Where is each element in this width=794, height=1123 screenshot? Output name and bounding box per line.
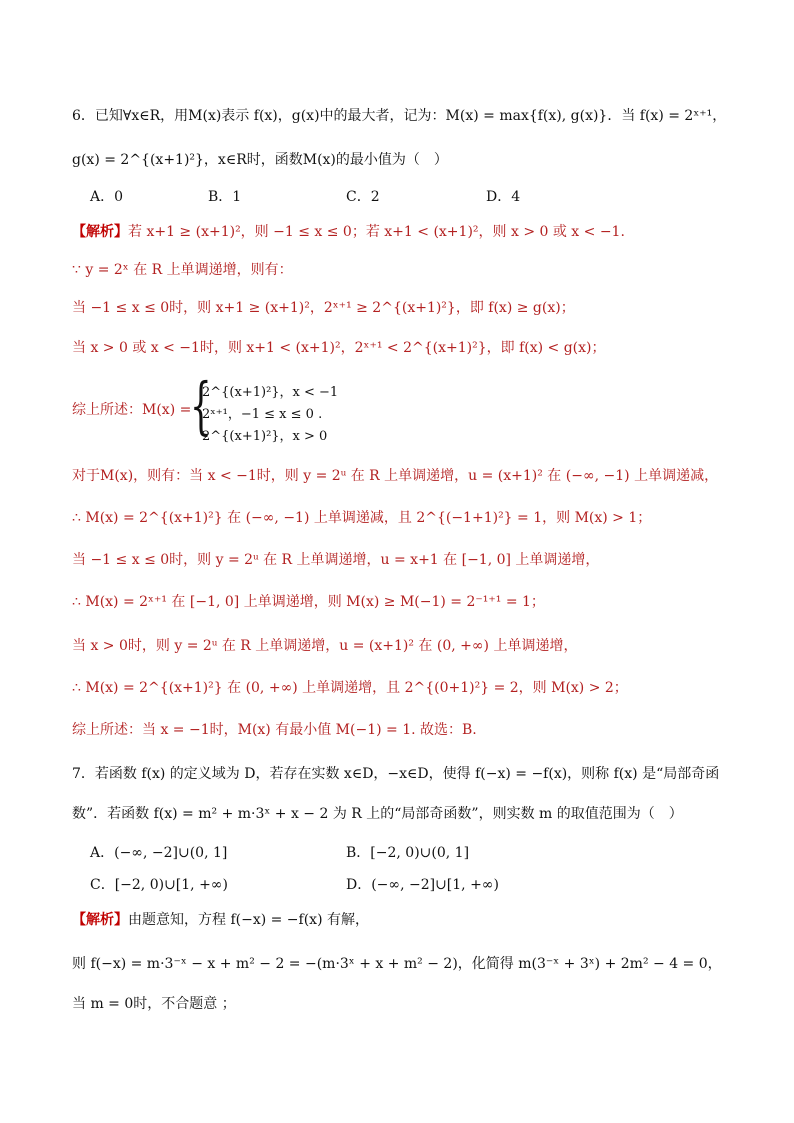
q6-therefore2-line: ∴ M(x) = 2ˣ⁺¹ 在 [−1, 0] 上单调递增，则 M(x) ≥ M(−1) = 2⁻¹⁺¹ = 1； [72, 594, 545, 610]
q6-summary-label: 综上所述：M(x) = [72, 402, 192, 418]
q6-option-c: C．2 [346, 189, 380, 205]
q6-conclusion-line: 综上所述：当 x = −1时，M(x) 有最小值 M(−1) = 1. 故选：B. [72, 722, 477, 738]
q6-since-line: ∵ y = 2ˣ 在 R 上单调递增，则有： [72, 262, 293, 278]
piecewise-brace: { [190, 369, 212, 442]
q7-stem-line1: 7．若函数 f(x) 的定义域为 D，若存在实数 x∈D，−x∈D，使得 f(−x) = −f(x)，则称 f(x) 是“局部奇函 [72, 766, 720, 782]
q6-piecewise-case-2: 2ˣ⁺¹，−1 ≤ x ≤ 0 . [202, 407, 323, 422]
q6-case1-line: 当 −1 ≤ x ≤ 0时，则 x+1 ≥ (x+1)²，2ˣ⁺¹ ≥ 2^{(x+1)²}，即 f(x) ≥ g(x)； [72, 300, 575, 316]
q7-analysis-line1 [72, 910, 369, 930]
q6-option-b: B．1 [208, 189, 242, 205]
q7-option-a: A．(−∞, −2]∪(0, 1] [90, 845, 228, 861]
q6-therefore3-line: ∴ M(x) = 2^{(x+1)²} 在 (0, +∞) 上单调递增，且 2^{(0+1)²} = 2，则 M(x) > 2； [72, 680, 628, 696]
q6-analysis-line1 [72, 222, 625, 242]
q6-stem-line2: g(x) = 2^{(x+1)²}，x∈R时，函数M(x)的最小值为（ ） [72, 152, 448, 168]
q7-option-c: C．[−2, 0)∪[1, +∞) [90, 877, 228, 893]
q6-analysis-text: 若 x+1 ≥ (x+1)²，则 −1 ≤ x ≤ 0；若 x+1 < (x+1)²，则 x > 0 或 x < −1. [128, 224, 625, 240]
q7-then-line: 则 f(−x) = m·3⁻ˣ − x + m² − 2 = −(m·3ˣ + x + m² − 2)，化简得 m(3⁻ˣ + 3ˣ) + 2m² − 4 = 0， [72, 956, 722, 972]
q6-piecewise-case-1: 2^{(x+1)²}，x < −1 [202, 385, 339, 400]
q7-analysis-tag: 【解析】 [72, 912, 128, 928]
q7-m0-line: 当 m = 0时，不合题意 ； [72, 996, 236, 1012]
q7-option-d: D．(−∞, −2]∪[1, +∞) [346, 877, 499, 893]
q7-analysis-text: 由题意知，方程 f(−x) = −f(x) 有解， [128, 912, 369, 928]
q6-option-a: A．0 [90, 189, 124, 205]
q6-therefore1-line: ∴ M(x) = 2^{(x+1)²} 在 (−∞, −1) 上单调递减，且 2^{(−1+1)²} = 1，则 M(x) > 1； [72, 510, 652, 526]
q6-analysis-tag: 【解析】 [72, 224, 128, 240]
q7-option-b: B．[−2, 0)∪(0, 1] [346, 845, 470, 861]
q6-forM-line: 对于M(x)，则有：当 x < −1时，则 y = 2ᵘ 在 R 上单调递增，u = (x+1)² 在 (−∞, −1) 上单调递减， [72, 468, 719, 484]
q6-option-d: D．4 [486, 189, 521, 205]
q6-case4-line: 当 x > 0时，则 y = 2ᵘ 在 R 上单调递增，u = (x+1)² 在 (0, +∞) 上单调递增， [72, 638, 578, 654]
q6-stem-line1: 6．已知∀x∈R，用M(x)表示 f(x)，g(x)中的最大者，记为：M(x) = max{f(x), g(x)}．当 f(x) = 2ˣ⁺¹， [72, 108, 727, 124]
q6-case2-line: 当 x > 0 或 x < −1时，则 x+1 < (x+1)²，2ˣ⁺¹ < 2^{(x+1)²}，即 f(x) < g(x)； [72, 340, 606, 356]
q6-case3-line: 当 −1 ≤ x ≤ 0时，则 y = 2ᵘ 在 R 上单调递增，u = x+1 在 [−1, 0] 上单调递增， [72, 552, 600, 568]
q6-piecewise-case-3: 2^{(x+1)²}，x > 0 [202, 429, 328, 444]
q7-stem-line2: 数”．若函数 f(x) = m² + m·3ˣ + x − 2 为 R 上的“局部奇函数”，则实数 m 的取值范围为（ ） [72, 806, 683, 822]
